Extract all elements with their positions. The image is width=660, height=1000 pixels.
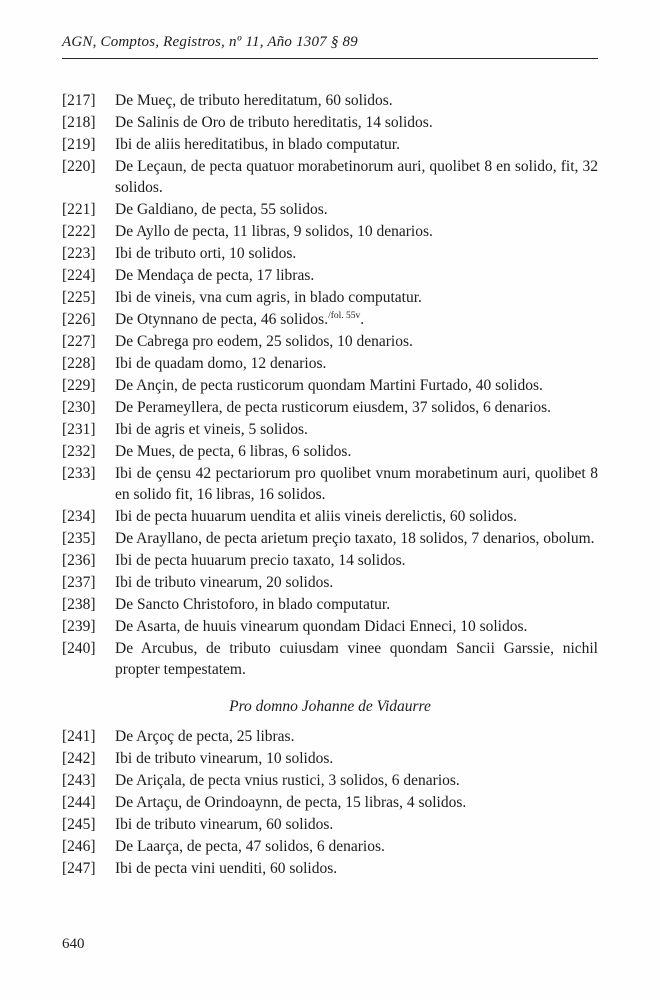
entry-text: Ibi de pecta huuarum precio taxato, 14 solidos. (115, 552, 406, 569)
entry-number: [236] (62, 552, 96, 569)
entry-row (62, 748, 598, 769)
entry-row (62, 572, 598, 593)
entry-row (62, 506, 598, 527)
entry-row (62, 594, 598, 615)
entry-number: [231] (62, 421, 96, 438)
entry-number: [229] (62, 377, 96, 394)
entry-text: De Arayllano, de pecta arietum preçio taxato, 18 solidos, 7 denarios, obolum. (115, 530, 595, 547)
entry-number: [226] (62, 311, 96, 328)
entry-number: [228] (62, 355, 96, 372)
entry-number: [235] (62, 530, 96, 547)
entry-number: [217] (62, 92, 96, 109)
entry-row (62, 287, 598, 308)
entry-number: [242] (62, 750, 96, 767)
entry-text: De Ançin, de pecta rusticorum quondam Martini Furtado, 40 solidos. (115, 377, 543, 394)
folio-marker: /fol. 55v (328, 311, 361, 321)
entry-number: [247] (62, 860, 96, 877)
page-header (62, 34, 598, 59)
entry-number: [225] (62, 289, 96, 306)
entry-text: De Cabrega pro eodem, 25 solidos, 10 denarios. (115, 333, 413, 350)
page-number: 640 (62, 936, 85, 952)
entry-text: De Perameyllera, de pecta rusticorum eiusdem, 37 solidos, 6 denarios. (115, 399, 552, 416)
header-rule (62, 58, 598, 59)
entry-number: [237] (62, 574, 96, 591)
entry-text: De Artaçu, de Orindoaynn, de pecta, 15 libras, 4 solidos. (115, 794, 467, 811)
entry-text: De Mueç, de tributo hereditatum, 60 solidos. (115, 92, 393, 109)
entry-text: Ibi de tributo vinearum, 10 solidos. (115, 750, 334, 767)
entry-text: Ibi de quadam domo, 12 denarios. (115, 355, 327, 372)
entry-text: Ibi de tributo orti, 10 solidos. (115, 245, 297, 262)
entry-row (62, 331, 598, 352)
entry-row (62, 221, 598, 242)
entry-row (62, 134, 598, 155)
entry-number: [222] (62, 223, 96, 240)
entry-number: [223] (62, 245, 96, 262)
entry-text: De Asarta, de huuis vinearum quondam Didaci Enneci, 10 solidos. (115, 618, 528, 635)
entry-number: [230] (62, 399, 96, 416)
entry-text: Ibi de vineis, vna cum agris, in blado computatur. (115, 289, 422, 306)
entry-row (62, 156, 598, 198)
entry-number: [234] (62, 508, 96, 525)
entry-row (62, 243, 598, 264)
entry-number: [224] (62, 267, 96, 284)
entry-row (62, 265, 598, 286)
entry-text: Ibi de aliis hereditatibus, in blado computatur. (115, 136, 400, 153)
entry-text: De Sancto Christoforo, in blado computatur. (115, 596, 391, 613)
entry-row (62, 638, 598, 680)
entry-text: Ibi de pecta huuarum uendita et aliis vineis derelictis, 60 solidos. (115, 508, 518, 525)
entry-text: De Otynnano de pecta, 46 solidos.$^{/fol. 55v}$. (115, 311, 365, 328)
entry-number: [243] (62, 772, 96, 789)
entry-number: [219] (62, 136, 96, 153)
entry-text: De Mues, de pecta, 6 libras, 6 solidos. (115, 443, 352, 460)
entry-number: [232] (62, 443, 96, 460)
entry-row (62, 397, 598, 418)
entry-number: [218] (62, 114, 96, 131)
section-heading: Pro domno Johanne de Vidaurre (229, 698, 431, 715)
entry-number: [241] (62, 728, 96, 745)
entry-text: De Ariçala, de pecta vnius rustici, 3 solidos, 6 denarios. (115, 772, 460, 789)
entry-number: [227] (62, 333, 96, 350)
entry-text: De Mendaça de pecta, 17 libras. (115, 267, 315, 284)
entry-row (62, 375, 598, 396)
entry-text: De Leçaun, de pecta quatuor morabetinorum auri, quolibet 8 en solido, fit, 32 solidos. (115, 158, 598, 196)
entry-number: [221] (62, 201, 96, 218)
entries-list (62, 90, 598, 879)
entry-number: [244] (62, 794, 96, 811)
entry-row (62, 353, 598, 374)
entry-row (62, 726, 598, 747)
entry-number: [240] (62, 640, 96, 657)
entry-text: De Salinis de Oro de tributo hereditatis, 14 solidos. (115, 114, 433, 131)
entry-row (62, 814, 598, 835)
entry-row (62, 528, 598, 549)
entry-row (62, 90, 598, 111)
entry-number: [246] (62, 838, 96, 855)
entry-text: De Galdiano, de pecta, 55 solidos. (115, 201, 328, 218)
entry-text: Ibi de pecta vini uenditi, 60 solidos. (115, 860, 338, 877)
entry-row (62, 112, 598, 133)
entry-text: Ibi de tributo vinearum, 60 solidos. (115, 816, 334, 833)
entry-text: De Laarça, de pecta, 47 solidos, 6 denarios. (115, 838, 385, 855)
entry-row (62, 858, 598, 879)
entry-row (62, 792, 598, 813)
entry-text: Ibi de tributo vinearum, 20 solidos. (115, 574, 334, 591)
entry-number: [233] (62, 465, 96, 482)
entry-row (62, 770, 598, 791)
entry-row (62, 463, 598, 505)
entry-row (62, 550, 598, 571)
entry-text: De Arcubus, de tributo cuiusdam vinee quondam Sancii Garssie, nichil propter tempestatem. (115, 640, 598, 678)
entry-row (62, 836, 598, 857)
entry-row (62, 419, 598, 440)
entry-row (62, 616, 598, 637)
entry-number: [245] (62, 816, 96, 833)
entry-row (62, 309, 598, 330)
entry-text: De Arçoç de pecta, 25 libras. (115, 728, 295, 745)
entry-text: Ibi de çensu 42 pectariorum pro quolibet vnum morabetinum auri, quolibet 8 en solido fit, 16 libras, 16 solidos. (115, 465, 598, 503)
entry-number: [239] (62, 618, 96, 635)
entry-number: [220] (62, 158, 96, 175)
running-header-title: AGN, Comptos, Registros, nº 11, Año 1307 § 89 (62, 34, 358, 50)
entry-row (62, 199, 598, 220)
entry-number: [238] (62, 596, 96, 613)
entry-row (62, 441, 598, 462)
entry-text: De Ayllo de pecta, 11 libras, 9 solidos, 10 denarios. (115, 223, 433, 240)
entry-text: Ibi de agris et vineis, 5 solidos. (115, 421, 308, 438)
